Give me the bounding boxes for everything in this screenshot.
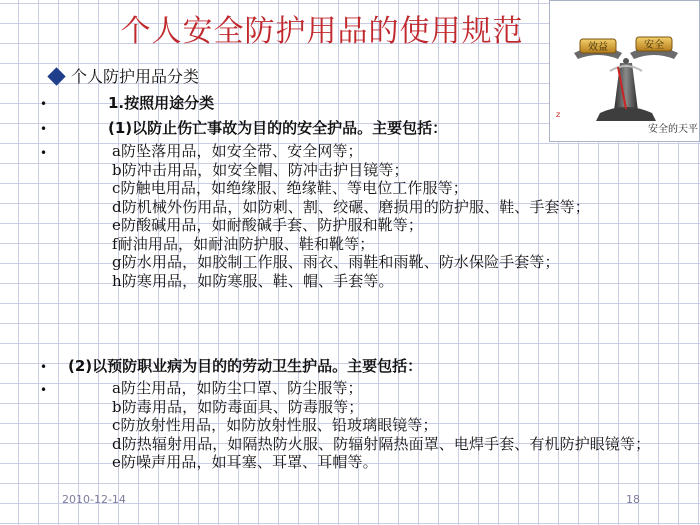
- illustration-caption: 安全的天平: [648, 124, 698, 135]
- list-item: c防触电用品，如绝缘服、绝缘鞋、等电位工作服等；: [112, 179, 468, 197]
- right-plate-label: 安全: [644, 40, 664, 51]
- left-plate-label: 效益: [588, 42, 608, 53]
- section-heading-text: 个人防护用品分类: [71, 67, 200, 86]
- small-mark: z: [556, 110, 561, 119]
- slide-title: 个人安全防护用品的使用规范: [120, 14, 524, 49]
- footer-date: 2010-12-14: [62, 493, 126, 506]
- list-item: c防放射性用品，如防放射性服、铅玻璃眼镜等；: [112, 416, 438, 434]
- classify-label: 1.按照用途分类: [108, 94, 215, 112]
- list-item: a防尘用品，如防尘口罩、防尘服等；: [112, 379, 363, 397]
- bullet-icon: •: [40, 360, 48, 374]
- bullet-icon: •: [40, 383, 48, 397]
- list-item: e防噪声用品，如耳塞、耳罩、耳帽等。: [112, 453, 378, 471]
- bullet-icon: •: [40, 146, 48, 160]
- balance-scale-illustration: [549, 0, 700, 142]
- list-item: d防机械外伤用品，如防刺、割、绞碾、磨损用的防护服、鞋、手套等；: [112, 197, 590, 216]
- section1-item-list: [68, 142, 668, 290]
- bullet-icon: •: [40, 97, 48, 111]
- section1-label: (1)以防止伤亡事故为目的的安全护品。主要包括：: [108, 119, 448, 137]
- footer-page-number: 18: [626, 493, 640, 506]
- list-item: b防毒用品，如防毒面具、防毒服等；: [112, 397, 364, 416]
- list-item: e防酸碱用品，如耐酸碱手套、防护服和靴等；: [112, 216, 423, 234]
- list-item: a防坠落用品，如安全带、安全网等；: [112, 142, 363, 160]
- bullet-icon: •: [40, 122, 48, 136]
- list-item: f耐油用品，如耐油防护服、鞋和靴等；: [112, 234, 375, 253]
- list-item: d防热辐射用品，如隔热防火服、防辐射隔热面罩、电焊手套、有机防护眼镜等；: [112, 434, 651, 453]
- list-item: g防水用品，如胶制工作服、雨衣、雨鞋和雨靴、防水保险手套等；: [112, 253, 560, 271]
- diamond-bullet-icon: [47, 67, 65, 85]
- section-heading: [46, 66, 199, 88]
- section2-label: (2)以预防职业病为目的的劳动卫生护品。主要包括：: [68, 357, 423, 375]
- list-item: h防寒用品，如防寒服、鞋、帽、手套等。: [112, 271, 394, 290]
- list-item: b防冲击用品，如安全帽、防冲击护目镜等；: [112, 160, 409, 179]
- section2-item-list: [68, 379, 668, 472]
